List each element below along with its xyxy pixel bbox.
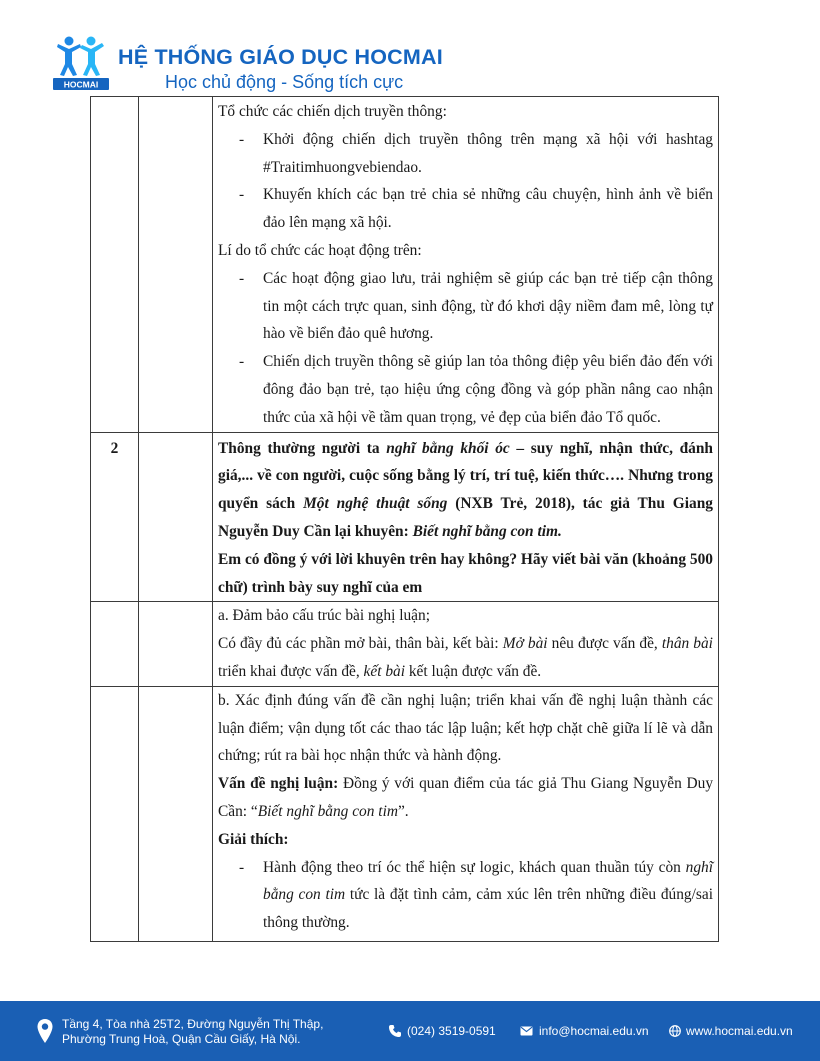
cell-blank: [139, 432, 213, 602]
hocmai-logo: [52, 34, 110, 92]
phone-icon: [388, 1024, 402, 1038]
section-heading: Giải thích:: [218, 830, 289, 848]
question-prompt: Em có đồng ý với lời khuyên trên hay không? Hãy viết bài văn (khoảng 500 chữ) trình bày suy nghĩ của em: [218, 550, 713, 596]
location-pin-icon: [36, 1018, 54, 1044]
cell-content: [213, 97, 719, 433]
table-row: [91, 602, 719, 686]
mail-icon: [520, 1026, 533, 1036]
cell-blank: [139, 97, 213, 433]
table-row: [91, 686, 719, 941]
bullet-item: - Khởi động chiến dịch truyền thông trên mạng xã hội với hashtag #Traitimhuongvebiendao.: [218, 126, 713, 182]
bullet-item: - Hành động theo trí óc thể hiện sự logic, khách quan thuần túy còn nghĩ bằng con tim tức là đặt tình cảm, cảm xúc lên trên những điều đúng/sai thông thường.: [218, 854, 713, 937]
bullet-item: - Chiến dịch truyền thông sẽ giúp lan tỏa thông điệp yêu biển đảo đến với đông đảo bạn trẻ, tạo hiệu ứng cộng đồng và góp phần nâng cao nhận thức của xã hội về tầm quan trọng, vẻ đẹp của biển đảo Tổ quốc.: [218, 348, 713, 431]
logo-text: HOCMAI: [63, 79, 99, 90]
page-header: [52, 32, 472, 94]
paragraph: b. Xác định đúng vấn đề cần nghị luận; triển khai vấn đề nghị luận thành các luận điểm; vận dụng tốt các thao tác lập luận; kết hợp chặt chẽ giữa lí lẽ và dẫn chứng; rút ra bài học nhận thức và hành động.: [218, 691, 713, 765]
paragraph: Tổ chức các chiến dịch truyền thông:: [218, 103, 447, 120]
answer-table: [90, 96, 719, 942]
address-line: Phường Trung Hoà, Quận Cầu Giấy, Hà Nội.: [62, 1032, 301, 1046]
cell-content: [213, 686, 719, 941]
cell-blank: [91, 602, 139, 686]
table-row: [91, 97, 719, 433]
cell-content: [213, 602, 719, 686]
brand-title: HỆ THỐNG GIÁO DỤC HOCMAI: [118, 45, 443, 69]
footer-email[interactable]: info@hocmai.edu.vn: [539, 1024, 649, 1038]
footer-phone[interactable]: (024) 3519-0591: [407, 1024, 496, 1038]
paragraph: a. Đảm bảo cấu trúc bài nghị luận;: [218, 607, 430, 625]
brand-slogan: Học chủ động - Sống tích cực: [165, 72, 404, 92]
bullet-item: - Các hoạt động giao lưu, trải nghiệm sẽ giúp các bạn trẻ tiếp cận thông tin một cách trực quan, sinh động, từ đó khơi dậy niềm đam mê, lòng tự hào về biển đảo quê hương.: [218, 265, 713, 348]
paragraph: Vấn đề nghị luận: Đồng ý với quan điểm của tác giả Thu Giang Nguyễn Duy Cần: “Biết nghĩ bằng con tim”.: [218, 775, 714, 820]
globe-icon: [669, 1025, 681, 1037]
cell-blank: [139, 602, 213, 686]
question-text: Thông thường người ta nghĩ bằng khối óc – suy nghĩ, nhận thức, đánh giá,... về con người, cuộc sống bằng lý trí, trí tuệ, kiến thức…. Nhưng trong quyển sách Một nghệ thuật sống (NXB Trẻ, 2018), tác giả Thu Giang Nguyễn Duy Cần lại khuyên: Biết nghĩ bằng con tim.: [218, 439, 713, 540]
footer-website[interactable]: www.hocmai.edu.vn: [686, 1024, 793, 1038]
page-footer: [0, 1001, 820, 1061]
bullet-item: - Khuyến khích các bạn trẻ chia sẻ những câu chuyện, hình ảnh về biển đảo lên mạng xã hội.: [218, 181, 713, 237]
cell-blank: [91, 686, 139, 941]
table-row: [91, 432, 719, 602]
paragraph: Có đầy đủ các phần mở bài, thân bài, kết bài: Mở bài nêu được vấn đề, thân bài triển khai được vấn đề, kết bài kết luận được vấn đề.: [218, 635, 713, 680]
paragraph: Lí do tổ chức các hoạt động trên:: [218, 241, 422, 259]
cell-blank: [139, 686, 213, 941]
question-cell: [213, 432, 719, 602]
question-number: 2: [91, 432, 139, 602]
footer-address: [62, 1017, 323, 1047]
cell-number: [91, 97, 139, 433]
address-line: Tầng 4, Tòa nhà 25T2, Đường Nguyễn Thị Thập,: [62, 1017, 324, 1031]
